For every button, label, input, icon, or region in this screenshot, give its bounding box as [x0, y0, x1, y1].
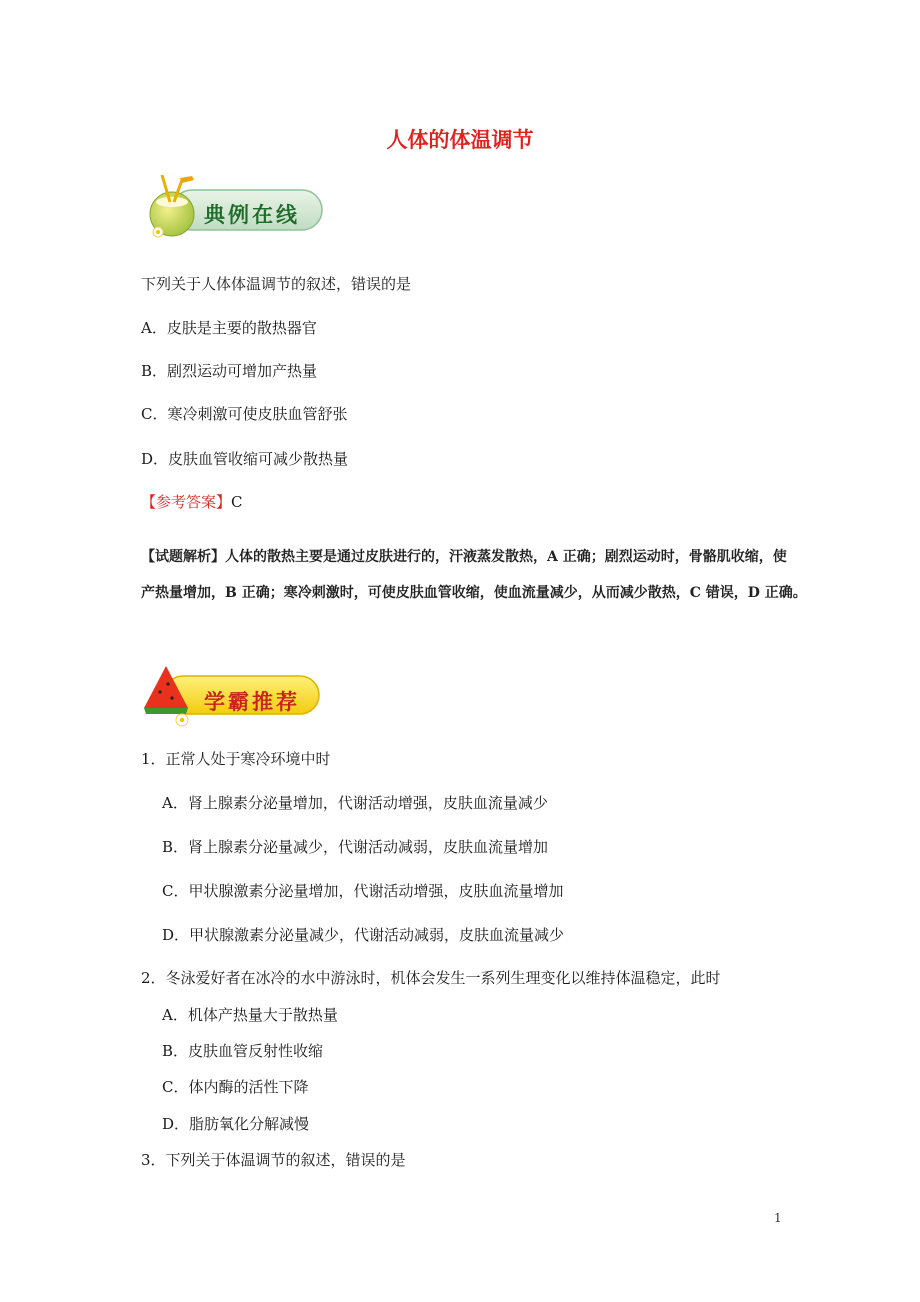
answer-value: C [231, 493, 243, 511]
answer-line [141, 492, 243, 512]
example-option-d: D．皮肤血管收缩可减少散热量 [141, 450, 349, 468]
example-option-b: B．剧烈运动可增加产热量 [141, 362, 318, 380]
question-2-option-a: A．机体产热量大于散热量 [162, 1006, 338, 1024]
analysis-line-1: 【试题解析】人体的散热主要是通过皮肤进行的，汗液蒸发散热，A 正确；剧烈运动时，骨骼肌收缩，使 [141, 549, 787, 565]
example-question: 下列关于人体体温调节的叙述，错误的是 [141, 275, 412, 293]
example-option-a: A．皮肤是主要的散热器官 [141, 319, 317, 337]
page-title: 人体的体温调节 [386, 128, 534, 152]
page-number: 1 [774, 1211, 782, 1225]
question-1-option-b: B．肾上腺素分泌量减少，代谢活动减弱，皮肤血流量增加 [162, 838, 549, 856]
example-option-c: C．寒冷刺激可使皮肤血管舒张 [141, 405, 348, 423]
question-1-stem: 1．正常人处于寒冷环境中时 [141, 750, 331, 768]
question-1-option-c: C．甲状腺激素分泌量增加，代谢活动增强，皮肤血流量增加 [162, 882, 564, 900]
question-2-option-d: D．脂肪氧化分解减慢 [162, 1115, 310, 1133]
practice-banner-label: 学霸推荐 [204, 689, 300, 714]
question-2-option-b: B．皮肤血管反射性收缩 [162, 1042, 324, 1060]
question-1-option-a: A．肾上腺素分泌量增加，代谢活动增强，皮肤血流量减少 [162, 794, 548, 812]
analysis-line-2: 产热量增加，B 正确；寒冷刺激时，可使皮肤血管收缩，使血流量减少，从而减少散热，C 错误，D 正确。 [141, 585, 807, 601]
question-2-stem: 2．冬泳爱好者在冰冷的水中游泳时，机体会发生一系列生理变化以维持体温稳定，此时 [141, 969, 721, 987]
example-banner-label: 典例在线 [204, 202, 300, 227]
question-3-stem: 3．下列关于体温调节的叙述，错误的是 [141, 1151, 406, 1169]
question-2-option-c: C．体内酶的活性下降 [162, 1078, 309, 1096]
question-1-option-d: D．甲状腺激素分泌量减少，代谢活动减弱，皮肤血流量减少 [162, 926, 565, 944]
answer-label: 【参考答案】 [141, 493, 232, 511]
